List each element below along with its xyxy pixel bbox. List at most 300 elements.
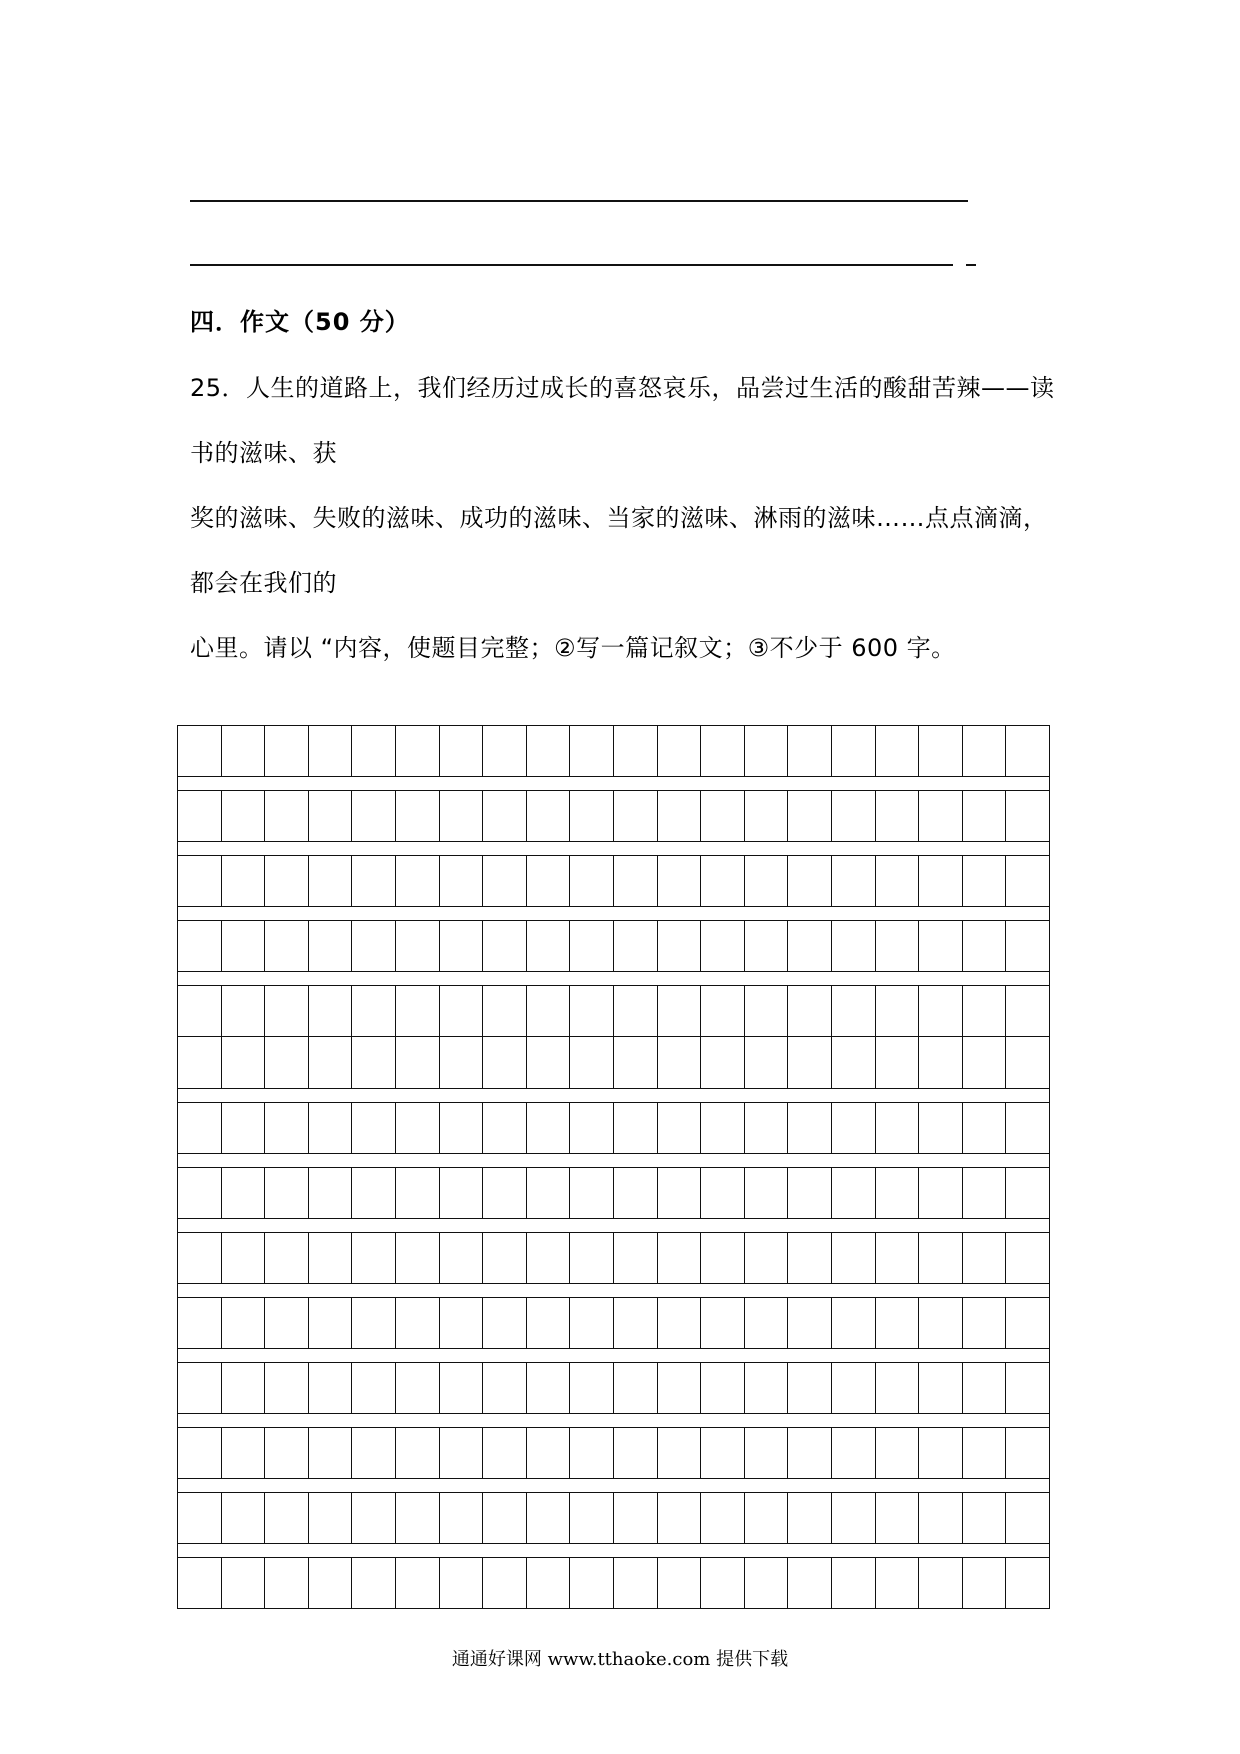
grid-cell[interactable] [1006, 1558, 1049, 1608]
grid-cell[interactable] [527, 856, 571, 906]
grid-row-spacer [177, 907, 1050, 920]
grid-cell[interactable] [265, 791, 309, 841]
grid-cell[interactable] [396, 1428, 440, 1478]
grid-cell[interactable] [309, 1233, 353, 1283]
grid-cell[interactable] [309, 1298, 353, 1348]
grid-row [177, 1427, 1050, 1479]
grid-cell[interactable] [570, 1168, 614, 1218]
grid-cell[interactable] [919, 791, 963, 841]
grid-cell[interactable] [788, 1558, 832, 1608]
grid-cell[interactable] [658, 791, 702, 841]
grid-cell[interactable] [919, 986, 963, 1036]
grid-cell[interactable] [701, 1558, 745, 1608]
grid-cell[interactable] [876, 1558, 920, 1608]
grid-cell[interactable] [222, 1428, 266, 1478]
grid-cell[interactable] [614, 856, 658, 906]
grid-cell[interactable] [788, 1103, 832, 1153]
grid-cell[interactable] [440, 1558, 484, 1608]
grid-row [177, 1102, 1050, 1154]
grid-cell[interactable] [919, 1233, 963, 1283]
grid-cell[interactable] [1006, 726, 1049, 776]
grid-cell[interactable] [963, 1363, 1007, 1413]
grid-cell[interactable] [265, 1233, 309, 1283]
grid-cell[interactable] [440, 856, 484, 906]
grid-cell[interactable] [876, 986, 920, 1036]
answer-line-2 [190, 264, 953, 266]
grid-cell[interactable] [309, 726, 353, 776]
grid-cell[interactable] [963, 726, 1007, 776]
grid-cell[interactable] [352, 1298, 396, 1348]
grid-cell[interactable] [745, 1168, 789, 1218]
grid-cell[interactable] [1006, 1168, 1049, 1218]
grid-cell[interactable] [876, 1168, 920, 1218]
grid-cell[interactable] [178, 1428, 222, 1478]
grid-cell[interactable] [396, 986, 440, 1036]
grid-cell[interactable] [876, 791, 920, 841]
grid-cell[interactable] [658, 1037, 702, 1088]
grid-cell[interactable] [919, 1168, 963, 1218]
grid-row [177, 1232, 1050, 1284]
grid-cell[interactable] [178, 726, 222, 776]
grid-cell[interactable] [1006, 1103, 1049, 1153]
grid-cell[interactable] [788, 856, 832, 906]
grid-cell[interactable] [832, 921, 876, 971]
grid-cell[interactable] [352, 1037, 396, 1088]
grid-cell[interactable] [832, 1558, 876, 1608]
grid-cell[interactable] [788, 1363, 832, 1413]
grid-cell[interactable] [396, 1298, 440, 1348]
grid-cell[interactable] [483, 1233, 527, 1283]
grid-cell[interactable] [527, 1233, 571, 1283]
grid-cell[interactable] [265, 856, 309, 906]
grid-cell[interactable] [440, 1037, 484, 1088]
grid-cell[interactable] [701, 921, 745, 971]
grid-cell[interactable] [614, 791, 658, 841]
grid-cell[interactable] [222, 1493, 266, 1543]
grid-cell[interactable] [876, 1428, 920, 1478]
grid-cell[interactable] [222, 986, 266, 1036]
grid-cell[interactable] [658, 1428, 702, 1478]
grid-cell[interactable] [658, 986, 702, 1036]
grid-cell[interactable] [222, 1558, 266, 1608]
question-line-4: 都会在我们的 [190, 569, 337, 597]
grid-cell[interactable] [527, 1037, 571, 1088]
grid-cell[interactable] [788, 791, 832, 841]
grid-cell[interactable] [178, 856, 222, 906]
grid-cell[interactable] [1006, 1037, 1049, 1088]
grid-cell[interactable] [527, 1168, 571, 1218]
grid-cell[interactable] [963, 1428, 1007, 1478]
grid-row [177, 1492, 1050, 1544]
grid-cell[interactable] [745, 726, 789, 776]
grid-cell[interactable] [483, 856, 527, 906]
grid-cell[interactable] [963, 791, 1007, 841]
grid-cell[interactable] [352, 791, 396, 841]
grid-cell[interactable] [483, 1493, 527, 1543]
grid-cell[interactable] [658, 856, 702, 906]
grid-cell[interactable] [876, 1493, 920, 1543]
grid-cell[interactable] [963, 1493, 1007, 1543]
grid-cell[interactable] [919, 856, 963, 906]
grid-cell[interactable] [745, 791, 789, 841]
grid-cell[interactable] [352, 1103, 396, 1153]
grid-cell[interactable] [570, 1103, 614, 1153]
grid-cell[interactable] [396, 856, 440, 906]
grid-cell[interactable] [963, 856, 1007, 906]
grid-cell[interactable] [352, 1558, 396, 1608]
grid-cell[interactable] [222, 1103, 266, 1153]
grid-cell[interactable] [570, 791, 614, 841]
grid-cell[interactable] [352, 1363, 396, 1413]
grid-cell[interactable] [919, 1363, 963, 1413]
grid-cell[interactable] [701, 1233, 745, 1283]
grid-cell[interactable] [963, 1233, 1007, 1283]
grid-cell[interactable] [614, 1037, 658, 1088]
grid-cell[interactable] [178, 986, 222, 1036]
grid-cell[interactable] [396, 1493, 440, 1543]
grid-row [177, 1557, 1050, 1609]
grid-cell[interactable] [832, 1363, 876, 1413]
grid-cell[interactable] [352, 1493, 396, 1543]
grid-cell[interactable] [788, 921, 832, 971]
grid-cell[interactable] [178, 791, 222, 841]
grid-cell[interactable] [265, 1428, 309, 1478]
grid-cell[interactable] [1006, 1428, 1049, 1478]
grid-cell[interactable] [832, 1493, 876, 1543]
grid-cell[interactable] [222, 1233, 266, 1283]
grid-cell[interactable] [614, 1558, 658, 1608]
grid-cell[interactable] [265, 1558, 309, 1608]
grid-cell[interactable] [919, 726, 963, 776]
grid-cell[interactable] [832, 791, 876, 841]
grid-cell[interactable] [745, 1298, 789, 1348]
grid-cell[interactable] [701, 1168, 745, 1218]
grid-cell[interactable] [527, 1363, 571, 1413]
grid-cell[interactable] [963, 1103, 1007, 1153]
grid-cell[interactable] [832, 726, 876, 776]
grid-cell[interactable] [788, 1428, 832, 1478]
answer-line-1 [190, 200, 968, 202]
grid-cell[interactable] [222, 856, 266, 906]
grid-cell[interactable] [222, 726, 266, 776]
grid-row [177, 1362, 1050, 1414]
grid-cell[interactable] [352, 1233, 396, 1283]
grid-row-spacer [177, 1349, 1050, 1362]
grid-cell[interactable] [440, 791, 484, 841]
grid-cell[interactable] [440, 986, 484, 1036]
grid-cell[interactable] [352, 856, 396, 906]
grid-cell[interactable] [876, 1298, 920, 1348]
grid-cell[interactable] [440, 1233, 484, 1283]
grid-cell[interactable] [963, 1168, 1007, 1218]
grid-cell[interactable] [832, 1168, 876, 1218]
grid-cell[interactable] [701, 791, 745, 841]
grid-cell[interactable] [483, 1103, 527, 1153]
grid-cell[interactable] [309, 856, 353, 906]
grid-cell[interactable] [483, 1037, 527, 1088]
grid-cell[interactable] [178, 1103, 222, 1153]
grid-cell[interactable] [701, 856, 745, 906]
grid-cell[interactable] [222, 1168, 266, 1218]
grid-cell[interactable] [178, 1233, 222, 1283]
grid-cell[interactable] [527, 726, 571, 776]
grid-cell[interactable] [701, 1428, 745, 1478]
grid-cell[interactable] [701, 1103, 745, 1153]
grid-row [177, 790, 1050, 842]
grid-cell[interactable] [963, 1037, 1007, 1088]
grid-cell[interactable] [876, 856, 920, 906]
grid-cell[interactable] [309, 1428, 353, 1478]
grid-cell[interactable] [178, 1558, 222, 1608]
grid-cell[interactable] [745, 1363, 789, 1413]
grid-cell[interactable] [483, 1558, 527, 1608]
grid-cell[interactable] [1006, 791, 1049, 841]
grid-cell[interactable] [483, 921, 527, 971]
grid-cell[interactable] [440, 1493, 484, 1543]
grid-cell[interactable] [570, 921, 614, 971]
grid-cell[interactable] [745, 1558, 789, 1608]
grid-cell[interactable] [396, 791, 440, 841]
grid-cell[interactable] [265, 1037, 309, 1088]
grid-cell[interactable] [658, 1298, 702, 1348]
grid-cell[interactable] [788, 1168, 832, 1218]
grid-cell[interactable] [570, 1363, 614, 1413]
grid-cell[interactable] [178, 921, 222, 971]
grid-cell[interactable] [352, 921, 396, 971]
grid-cell[interactable] [440, 1168, 484, 1218]
grid-cell[interactable] [265, 1493, 309, 1543]
grid-cell[interactable] [919, 921, 963, 971]
grid-cell[interactable] [309, 1493, 353, 1543]
grid-cell[interactable] [265, 1363, 309, 1413]
grid-cell[interactable] [483, 791, 527, 841]
grid-cell[interactable] [440, 1103, 484, 1153]
grid-cell[interactable] [570, 1037, 614, 1088]
grid-cell[interactable] [440, 1363, 484, 1413]
grid-cell[interactable] [832, 1233, 876, 1283]
grid-cell[interactable] [1006, 1233, 1049, 1283]
grid-cell[interactable] [919, 1428, 963, 1478]
grid-cell[interactable] [309, 1363, 353, 1413]
grid-cell[interactable] [658, 726, 702, 776]
grid-cell[interactable] [658, 1168, 702, 1218]
grid-cell[interactable] [527, 1103, 571, 1153]
grid-cell[interactable] [788, 1298, 832, 1348]
grid-cell[interactable] [614, 921, 658, 971]
grid-cell[interactable] [658, 1363, 702, 1413]
grid-cell[interactable] [222, 921, 266, 971]
grid-cell[interactable] [483, 986, 527, 1036]
grid-cell[interactable] [963, 986, 1007, 1036]
grid-cell[interactable] [352, 1428, 396, 1478]
grid-cell[interactable] [745, 1233, 789, 1283]
grid-cell[interactable] [178, 1363, 222, 1413]
grid-cell[interactable] [876, 1103, 920, 1153]
grid-cell[interactable] [222, 1037, 266, 1088]
grid-cell[interactable] [1006, 921, 1049, 971]
grid-cell[interactable] [527, 1428, 571, 1478]
essay-writing-grid[interactable] [177, 725, 1050, 1609]
grid-cell[interactable] [788, 726, 832, 776]
grid-cell[interactable] [570, 1493, 614, 1543]
grid-cell[interactable] [658, 1558, 702, 1608]
grid-cell[interactable] [396, 1103, 440, 1153]
grid-cell[interactable] [788, 986, 832, 1036]
grid-cell[interactable] [222, 1298, 266, 1348]
grid-cell[interactable] [832, 986, 876, 1036]
grid-cell[interactable] [527, 1493, 571, 1543]
grid-cell[interactable] [701, 1037, 745, 1088]
grid-cell[interactable] [309, 986, 353, 1036]
grid-cell[interactable] [265, 1298, 309, 1348]
grid-cell[interactable] [658, 1103, 702, 1153]
grid-cell[interactable] [483, 1363, 527, 1413]
grid-cell[interactable] [658, 1233, 702, 1283]
answer-line-2-tail [966, 264, 976, 266]
grid-cell[interactable] [396, 921, 440, 971]
grid-cell[interactable] [832, 1037, 876, 1088]
grid-cell[interactable] [1006, 1493, 1049, 1543]
grid-cell[interactable] [832, 1298, 876, 1348]
grid-row-spacer [177, 972, 1050, 985]
grid-cell[interactable] [527, 1298, 571, 1348]
grid-cell[interactable] [788, 1493, 832, 1543]
grid-cell[interactable] [309, 791, 353, 841]
grid-cell[interactable] [440, 1428, 484, 1478]
grid-cell[interactable] [658, 1493, 702, 1543]
grid-cell[interactable] [745, 856, 789, 906]
grid-cell[interactable] [1006, 986, 1049, 1036]
grid-cell[interactable] [963, 1558, 1007, 1608]
grid-cell[interactable] [658, 921, 702, 971]
grid-cell[interactable] [309, 1037, 353, 1088]
grid-cell[interactable] [745, 986, 789, 1036]
grid-cell[interactable] [919, 1493, 963, 1543]
grid-cell[interactable] [919, 1298, 963, 1348]
grid-cell[interactable] [614, 1298, 658, 1348]
grid-cell[interactable] [527, 1558, 571, 1608]
grid-cell[interactable] [745, 1037, 789, 1088]
grid-cell[interactable] [527, 921, 571, 971]
grid-cell[interactable] [745, 1428, 789, 1478]
grid-cell[interactable] [527, 791, 571, 841]
grid-cell[interactable] [919, 1037, 963, 1088]
grid-row-spacer [177, 1414, 1050, 1427]
grid-cell[interactable] [178, 1298, 222, 1348]
grid-cell[interactable] [963, 921, 1007, 971]
grid-cell[interactable] [1006, 1363, 1049, 1413]
grid-cell[interactable] [919, 1558, 963, 1608]
grid-cell[interactable] [614, 1168, 658, 1218]
grid-cell[interactable] [570, 1233, 614, 1283]
grid-cell[interactable] [701, 1493, 745, 1543]
grid-cell[interactable] [701, 986, 745, 1036]
grid-cell[interactable] [876, 1363, 920, 1413]
grid-cell[interactable] [265, 1168, 309, 1218]
grid-cell[interactable] [396, 1363, 440, 1413]
grid-cell[interactable] [265, 986, 309, 1036]
grid-cell[interactable] [483, 1168, 527, 1218]
grid-cell[interactable] [222, 1363, 266, 1413]
grid-cell[interactable] [876, 726, 920, 776]
grid-cell[interactable] [745, 921, 789, 971]
grid-cell[interactable] [483, 1428, 527, 1478]
grid-cell[interactable] [570, 726, 614, 776]
grid-cell[interactable] [396, 1558, 440, 1608]
grid-cell[interactable] [614, 1493, 658, 1543]
grid-cell[interactable] [701, 1298, 745, 1348]
grid-cell[interactable] [614, 726, 658, 776]
grid-cell[interactable] [570, 1428, 614, 1478]
grid-cell[interactable] [701, 726, 745, 776]
grid-cell[interactable] [876, 921, 920, 971]
grid-cell[interactable] [570, 856, 614, 906]
grid-cell[interactable] [222, 791, 266, 841]
grid-cell[interactable] [614, 1363, 658, 1413]
grid-cell[interactable] [309, 1103, 353, 1153]
grid-cell[interactable] [832, 856, 876, 906]
grid-cell[interactable] [876, 1233, 920, 1283]
grid-cell[interactable] [440, 921, 484, 971]
grid-cell[interactable] [614, 986, 658, 1036]
grid-cell[interactable] [963, 1298, 1007, 1348]
grid-cell[interactable] [352, 1168, 396, 1218]
grid-cell[interactable] [178, 1493, 222, 1543]
grid-cell[interactable] [876, 1037, 920, 1088]
grid-cell[interactable] [745, 1103, 789, 1153]
grid-cell[interactable] [701, 1363, 745, 1413]
grid-cell[interactable] [440, 1298, 484, 1348]
grid-row-spacer [177, 1479, 1050, 1492]
grid-cell[interactable] [527, 986, 571, 1036]
grid-cell[interactable] [1006, 1298, 1049, 1348]
grid-cell[interactable] [352, 726, 396, 776]
grid-cell[interactable] [396, 1168, 440, 1218]
grid-cell[interactable] [483, 726, 527, 776]
grid-cell[interactable] [614, 1233, 658, 1283]
grid-cell[interactable] [265, 726, 309, 776]
grid-cell[interactable] [352, 986, 396, 1036]
grid-row [177, 985, 1050, 1037]
grid-row-spacer [177, 777, 1050, 790]
grid-cell[interactable] [396, 726, 440, 776]
grid-cell[interactable] [832, 1428, 876, 1478]
grid-row-spacer [177, 1544, 1050, 1557]
grid-cell[interactable] [265, 921, 309, 971]
grid-cell[interactable] [788, 1233, 832, 1283]
grid-cell[interactable] [396, 1233, 440, 1283]
grid-cell[interactable] [309, 1558, 353, 1608]
grid-cell[interactable] [832, 1103, 876, 1153]
grid-cell[interactable] [309, 921, 353, 971]
grid-cell[interactable] [396, 1037, 440, 1088]
grid-cell[interactable] [178, 1168, 222, 1218]
grid-cell[interactable] [614, 1428, 658, 1478]
grid-cell[interactable] [309, 1168, 353, 1218]
grid-cell[interactable] [483, 1298, 527, 1348]
grid-cell[interactable] [1006, 856, 1049, 906]
grid-cell[interactable] [265, 1103, 309, 1153]
grid-cell[interactable] [570, 986, 614, 1036]
grid-cell[interactable] [440, 726, 484, 776]
grid-cell[interactable] [788, 1037, 832, 1088]
grid-cell[interactable] [614, 1103, 658, 1153]
grid-cell[interactable] [570, 1558, 614, 1608]
grid-cell[interactable] [178, 1037, 222, 1088]
grid-cell[interactable] [919, 1103, 963, 1153]
grid-cell[interactable] [570, 1298, 614, 1348]
grid-cell[interactable] [745, 1493, 789, 1543]
